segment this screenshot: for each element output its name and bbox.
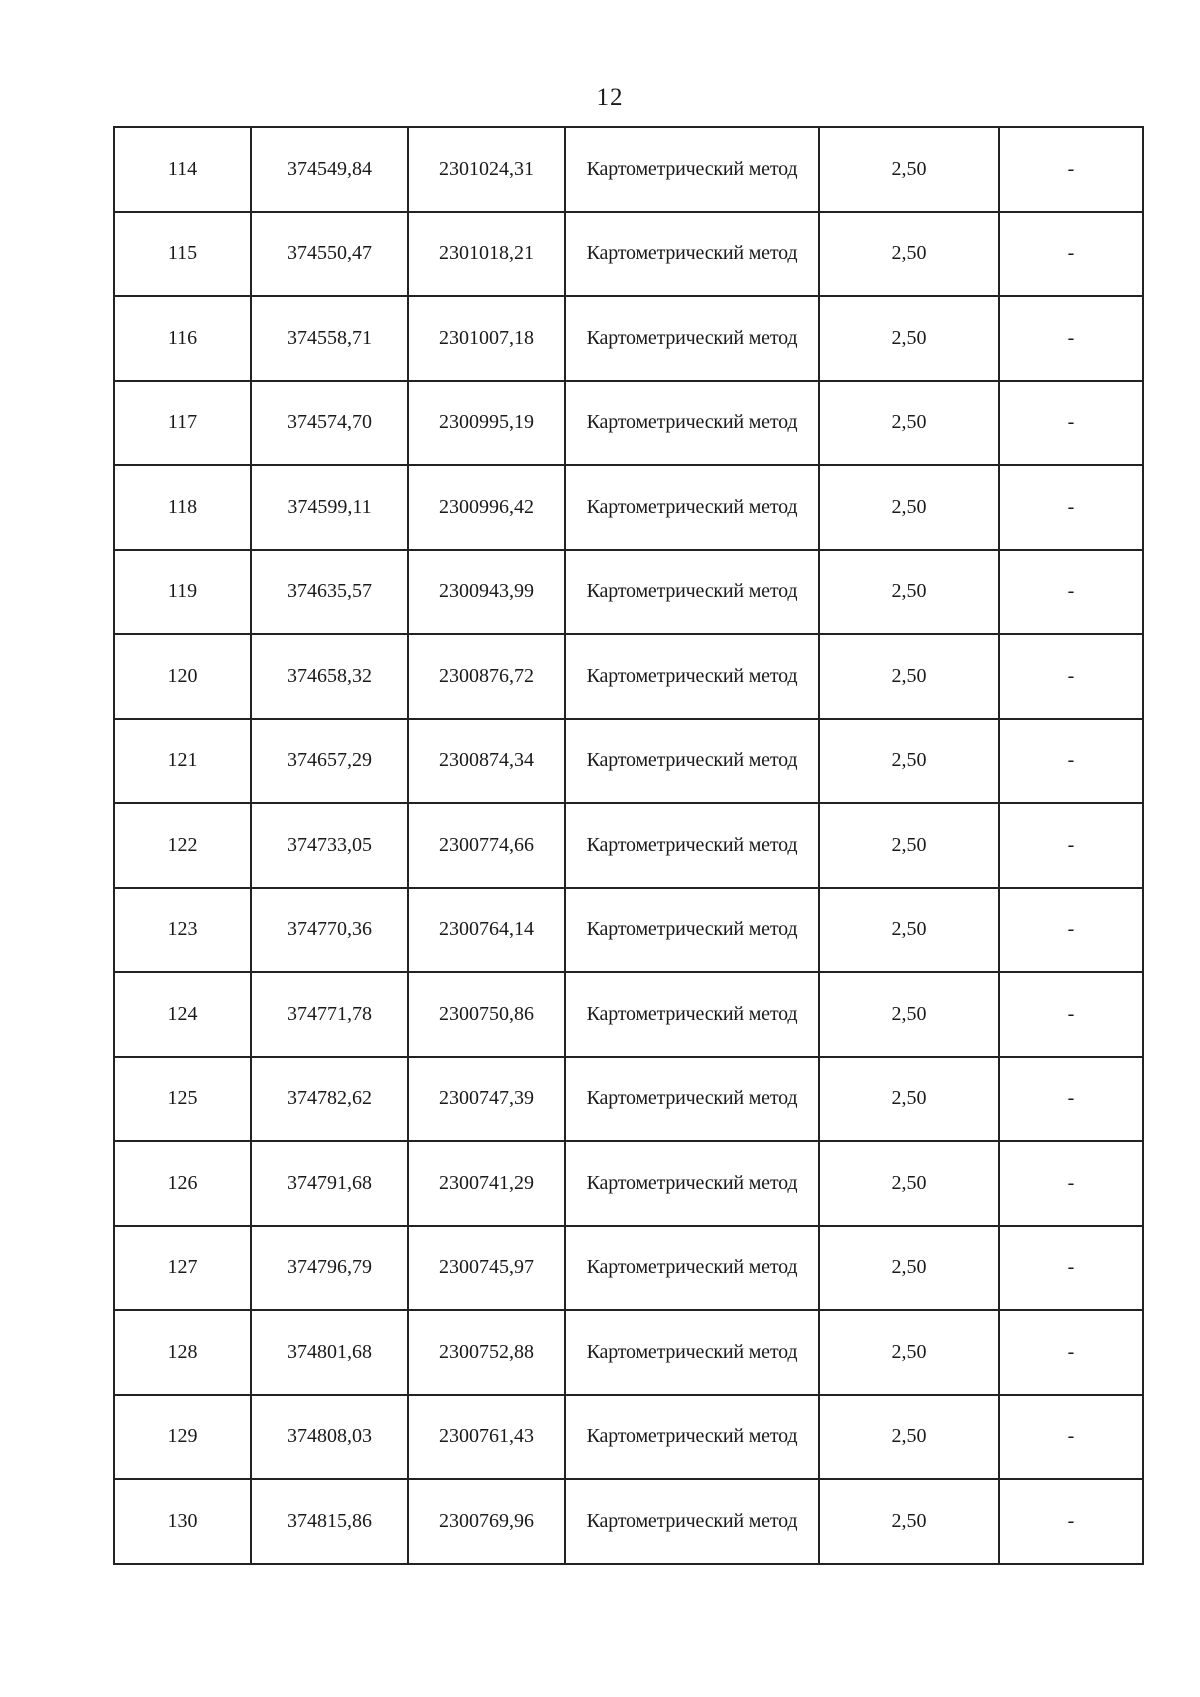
note-cell: - bbox=[999, 296, 1143, 381]
point-number-cell: 123 bbox=[114, 888, 251, 973]
method-cell: Картометрический метод bbox=[565, 1141, 819, 1226]
y-coordinate-cell: 2300747,39 bbox=[408, 1057, 565, 1142]
x-coordinate-cell: 374549,84 bbox=[251, 127, 408, 212]
x-coordinate-cell: 374770,36 bbox=[251, 888, 408, 973]
note-cell: - bbox=[999, 127, 1143, 212]
y-coordinate-cell: 2300943,99 bbox=[408, 550, 565, 635]
method-cell: Картометрический метод bbox=[565, 888, 819, 973]
accuracy-cell: 2,50 bbox=[819, 634, 999, 719]
point-number-cell: 126 bbox=[114, 1141, 251, 1226]
table-row bbox=[114, 381, 1143, 466]
note-cell: - bbox=[999, 550, 1143, 635]
page-number: 12 bbox=[596, 84, 624, 111]
y-coordinate-cell: 2300752,88 bbox=[408, 1310, 565, 1395]
method-cell: Картометрический метод bbox=[565, 1226, 819, 1311]
x-coordinate-cell: 374801,68 bbox=[251, 1310, 408, 1395]
y-coordinate-cell: 2300769,96 bbox=[408, 1479, 565, 1564]
method-cell: Картометрический метод bbox=[565, 803, 819, 888]
note-cell: - bbox=[999, 634, 1143, 719]
x-coordinate-cell: 374550,47 bbox=[251, 212, 408, 297]
accuracy-cell: 2,50 bbox=[819, 1395, 999, 1480]
x-coordinate-cell: 374657,29 bbox=[251, 719, 408, 804]
accuracy-cell: 2,50 bbox=[819, 972, 999, 1057]
point-number-cell: 125 bbox=[114, 1057, 251, 1142]
coordinates-table bbox=[113, 126, 1144, 1565]
note-cell: - bbox=[999, 1141, 1143, 1226]
x-coordinate-cell: 374782,62 bbox=[251, 1057, 408, 1142]
method-cell: Картометрический метод bbox=[565, 212, 819, 297]
point-number-cell: 121 bbox=[114, 719, 251, 804]
method-cell: Картометрический метод bbox=[565, 634, 819, 719]
note-cell: - bbox=[999, 1226, 1143, 1311]
y-coordinate-cell: 2300764,14 bbox=[408, 888, 565, 973]
accuracy-cell: 2,50 bbox=[819, 1141, 999, 1226]
method-cell: Картометрический метод bbox=[565, 1479, 819, 1564]
y-coordinate-cell: 2300761,43 bbox=[408, 1395, 565, 1480]
method-cell: Картометрический метод bbox=[565, 1395, 819, 1480]
note-cell: - bbox=[999, 1479, 1143, 1564]
accuracy-cell: 2,50 bbox=[819, 1479, 999, 1564]
method-cell: Картометрический метод bbox=[565, 550, 819, 635]
note-cell: - bbox=[999, 465, 1143, 550]
x-coordinate-cell: 374558,71 bbox=[251, 296, 408, 381]
y-coordinate-cell: 2300741,29 bbox=[408, 1141, 565, 1226]
accuracy-cell: 2,50 bbox=[819, 212, 999, 297]
y-coordinate-cell: 2300876,72 bbox=[408, 634, 565, 719]
point-number-cell: 122 bbox=[114, 803, 251, 888]
point-number-cell: 120 bbox=[114, 634, 251, 719]
table-row bbox=[114, 1395, 1143, 1480]
table-row bbox=[114, 634, 1143, 719]
point-number-cell: 115 bbox=[114, 212, 251, 297]
method-cell: Картометрический метод bbox=[565, 719, 819, 804]
x-coordinate-cell: 374599,11 bbox=[251, 465, 408, 550]
table-row bbox=[114, 212, 1143, 297]
accuracy-cell: 2,50 bbox=[819, 803, 999, 888]
table-row bbox=[114, 1479, 1143, 1564]
point-number-cell: 118 bbox=[114, 465, 251, 550]
accuracy-cell: 2,50 bbox=[819, 296, 999, 381]
x-coordinate-cell: 374635,57 bbox=[251, 550, 408, 635]
point-number-cell: 114 bbox=[114, 127, 251, 212]
coordinates-table-body bbox=[114, 127, 1143, 1564]
accuracy-cell: 2,50 bbox=[819, 1310, 999, 1395]
y-coordinate-cell: 2300996,42 bbox=[408, 465, 565, 550]
y-coordinate-cell: 2300995,19 bbox=[408, 381, 565, 466]
accuracy-cell: 2,50 bbox=[819, 127, 999, 212]
accuracy-cell: 2,50 bbox=[819, 888, 999, 973]
x-coordinate-cell: 374658,32 bbox=[251, 634, 408, 719]
point-number-cell: 117 bbox=[114, 381, 251, 466]
point-number-cell: 127 bbox=[114, 1226, 251, 1311]
y-coordinate-cell: 2300774,66 bbox=[408, 803, 565, 888]
method-cell: Картометрический метод bbox=[565, 127, 819, 212]
y-coordinate-cell: 2301024,31 bbox=[408, 127, 565, 212]
accuracy-cell: 2,50 bbox=[819, 1226, 999, 1311]
note-cell: - bbox=[999, 888, 1143, 973]
point-number-cell: 116 bbox=[114, 296, 251, 381]
table-row bbox=[114, 127, 1143, 212]
y-coordinate-cell: 2301018,21 bbox=[408, 212, 565, 297]
point-number-cell: 128 bbox=[114, 1310, 251, 1395]
method-cell: Картометрический метод bbox=[565, 1057, 819, 1142]
note-cell: - bbox=[999, 1057, 1143, 1142]
method-cell: Картометрический метод bbox=[565, 1310, 819, 1395]
table-row bbox=[114, 1141, 1143, 1226]
point-number-cell: 130 bbox=[114, 1479, 251, 1564]
x-coordinate-cell: 374791,68 bbox=[251, 1141, 408, 1226]
table-row bbox=[114, 465, 1143, 550]
x-coordinate-cell: 374771,78 bbox=[251, 972, 408, 1057]
table-row bbox=[114, 1226, 1143, 1311]
note-cell: - bbox=[999, 803, 1143, 888]
y-coordinate-cell: 2300750,86 bbox=[408, 972, 565, 1057]
table-row bbox=[114, 1057, 1143, 1142]
accuracy-cell: 2,50 bbox=[819, 1057, 999, 1142]
table-row bbox=[114, 803, 1143, 888]
accuracy-cell: 2,50 bbox=[819, 550, 999, 635]
table-row bbox=[114, 1310, 1143, 1395]
x-coordinate-cell: 374733,05 bbox=[251, 803, 408, 888]
x-coordinate-cell: 374796,79 bbox=[251, 1226, 408, 1311]
point-number-cell: 124 bbox=[114, 972, 251, 1057]
accuracy-cell: 2,50 bbox=[819, 381, 999, 466]
y-coordinate-cell: 2301007,18 bbox=[408, 296, 565, 381]
x-coordinate-cell: 374808,03 bbox=[251, 1395, 408, 1480]
accuracy-cell: 2,50 bbox=[819, 465, 999, 550]
table-row bbox=[114, 888, 1143, 973]
note-cell: - bbox=[999, 972, 1143, 1057]
method-cell: Картометрический метод bbox=[565, 465, 819, 550]
x-coordinate-cell: 374574,70 bbox=[251, 381, 408, 466]
point-number-cell: 129 bbox=[114, 1395, 251, 1480]
method-cell: Картометрический метод bbox=[565, 381, 819, 466]
y-coordinate-cell: 2300874,34 bbox=[408, 719, 565, 804]
note-cell: - bbox=[999, 719, 1143, 804]
table-row bbox=[114, 550, 1143, 635]
accuracy-cell: 2,50 bbox=[819, 719, 999, 804]
note-cell: - bbox=[999, 1310, 1143, 1395]
point-number-cell: 119 bbox=[114, 550, 251, 635]
method-cell: Картометрический метод bbox=[565, 972, 819, 1057]
method-cell: Картометрический метод bbox=[565, 296, 819, 381]
table-row bbox=[114, 972, 1143, 1057]
note-cell: - bbox=[999, 1395, 1143, 1480]
note-cell: - bbox=[999, 212, 1143, 297]
table-row bbox=[114, 719, 1143, 804]
x-coordinate-cell: 374815,86 bbox=[251, 1479, 408, 1564]
note-cell: - bbox=[999, 381, 1143, 466]
table-row bbox=[114, 296, 1143, 381]
y-coordinate-cell: 2300745,97 bbox=[408, 1226, 565, 1311]
